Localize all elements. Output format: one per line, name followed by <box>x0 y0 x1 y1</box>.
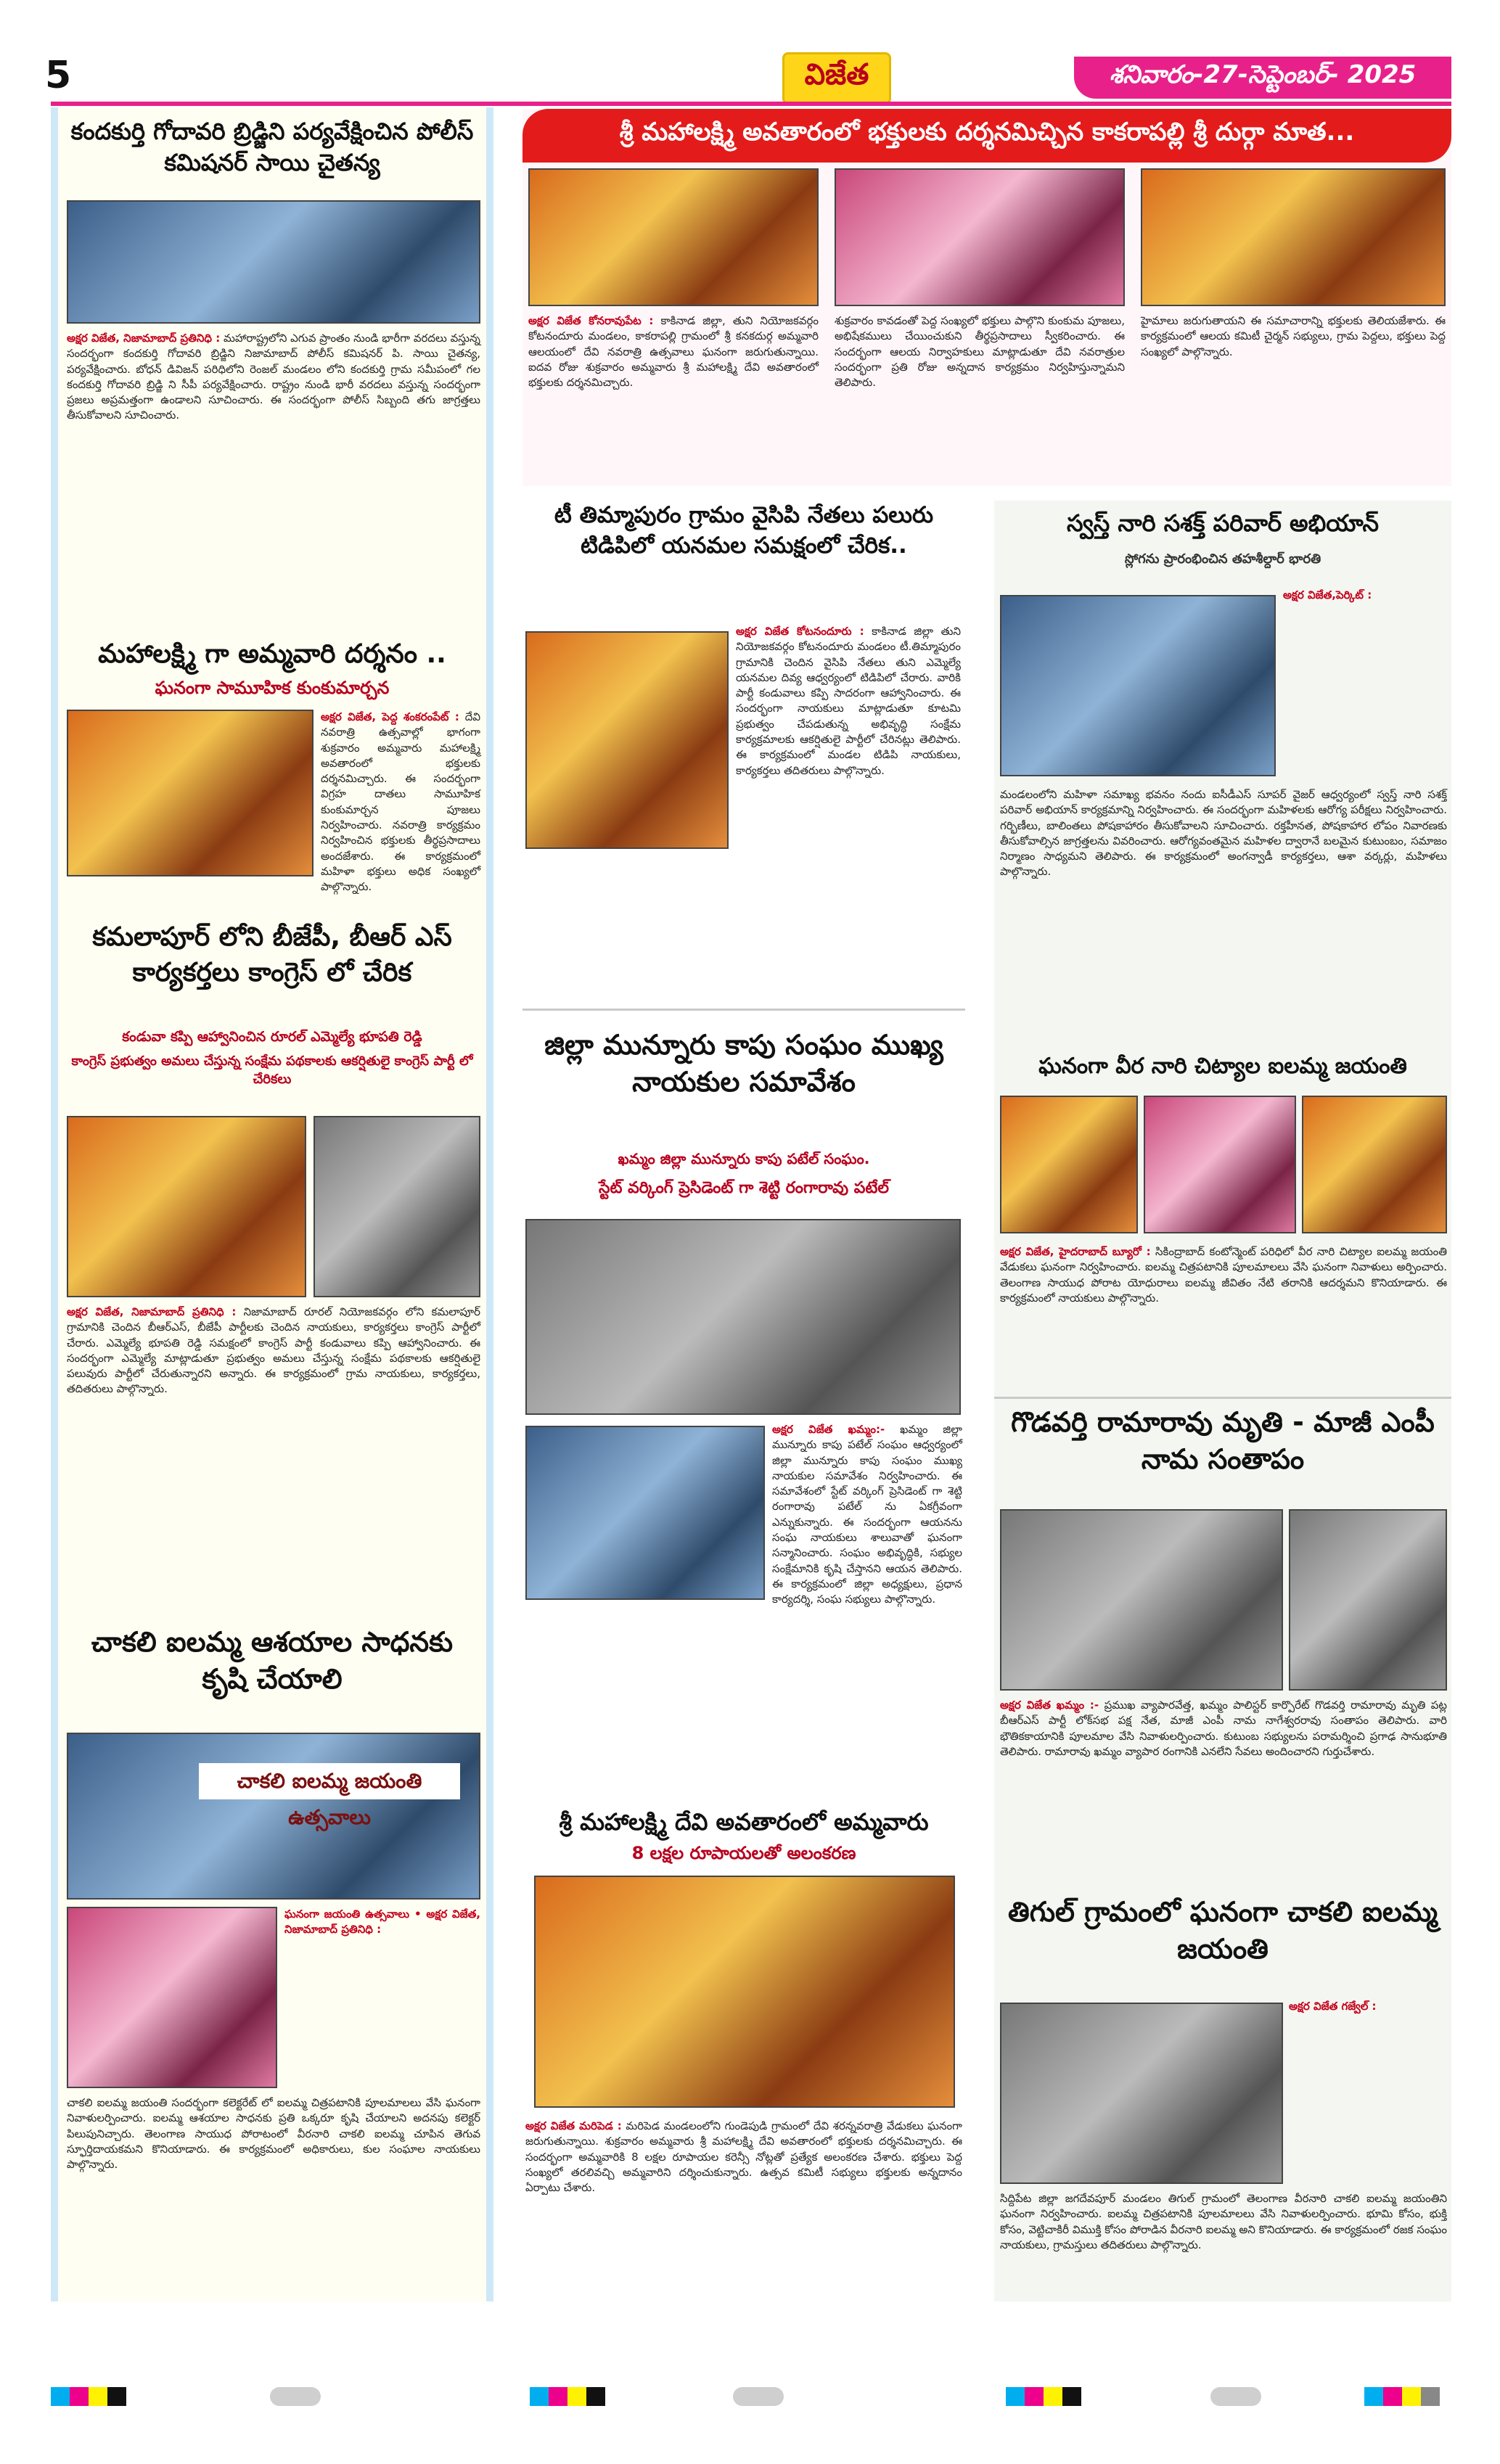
subhead-swasth: స్లోగను ప్రారంభించిన తహశీల్దార్ భారతి <box>1124 551 1321 567</box>
column-left <box>51 107 493 2301</box>
subhead-kumkumarchana: ఘనంగా సామూహిక కుంకుమార్చన <box>155 678 390 698</box>
article-durga-3 <box>1141 313 1446 480</box>
dateline: అక్షర విజేత ఖమ్మం:- <box>772 1423 885 1436</box>
date-banner: శనివారం-27-సెప్టెంబర్- 2025 <box>1074 57 1451 99</box>
dateline: అక్షర విజేత కోటనందూరు : <box>736 625 864 638</box>
photo-chityala-2 <box>1144 1096 1296 1233</box>
article-body: ఖమ్మం జిల్లా మున్నూరు కాపు పటేల్ సంఘం ఆధ్వర్యంలో జిల్లా మున్నూరు కాపు సంఘం ముఖ్య నాయకుల సమావేశం నిర్వహించారు. ఈ సమావేశంలో స్టేట్ వర్కింగ్ ప్రెసిడెంట్ గా శెట్టి రంగారావు పటేల్ ను ఏకగ్రీవంగా ఎన్నుకున్నారు. ఈ సందర్భంగా ఆయనను సంఘ నాయకులు శాలువాతో ఘనంగా సన్మానించారు. సంఘం అభివృద్ధికి, సభ్యుల సంక్షేమానికి కృషి చేస్తానని ఆయన తెలిపారు. ఈ కార్యక్రమంలో జిల్లా అధ్యక్షులు, ప్రధాన కార్యదర్శి, సంఘ సభ్యులు పాల్గొన్నారు. <box>772 1423 962 1606</box>
article-body: ప్రముఖ వ్యాపారవేత్త, ఖమ్మం పాలిస్టర్ కార్పొరేట్ గొడవర్తి రామారావు మృతి పట్ల బీఆర్ఎస్ పార్టీ లోక్‌సభ పక్ష నేత, మాజీ ఎంపీ నామ నాగేశ్వరరావు సంతాపం తెలిపారు. వారి భౌతికకాయానికి పూలమాల వేసి నివాళులర్పించారు. కుటుంబ సభ్యులను పరామర్శించి ప్రగాఢ సానుభూతి తెలిపారు. రామారావు ఖమ్మం వ్యాపార రంగానికి ఎనలేని సేవలు అందించారని గుర్తుచేశారు. <box>1000 1699 1447 1758</box>
photo-kapu-2 <box>525 1426 765 1600</box>
article-body: దేవి నవరాత్రి ఉత్సవాల్లో భాగంగా శుక్రవారం అమ్మవారు మహాలక్ష్మి అవతారంలో భక్తులకు దర్శనమిచ్చారు. ఈ సందర్భంగా విగ్రహ దాతలు సామూహిక కుంకుమార్చన పూజలు నిర్వహించారు. నవరాత్రి కార్యక్రమం నిర్వహించిన భక్తులకు తీర్థప్రసాదాలు అందజేశారు. ఈ కార్యక్రమంలో మహిళా భక్తులు అధిక సంఖ్యలో పాల్గొన్నారు. <box>321 710 480 894</box>
column-middle <box>522 501 965 2301</box>
dateline: అక్షర విజేత, హైదరాబాద్ బ్యూరో : <box>1000 1245 1151 1258</box>
subhead-devi: 8 లక్షల రూపాయలతో అలంకరణ <box>631 1843 856 1863</box>
article-ramarao <box>1000 1698 1447 1879</box>
article-kamalapur <box>67 1305 480 1609</box>
masthead-logo: విజేత <box>782 52 891 104</box>
divider <box>994 1397 1451 1399</box>
article-body: శుక్రవారం కావడంతో పెద్ద సంఖ్యలో భక్తులు పాల్గొని కుంకుమ పూజలు, అభిషేకములు చేయించుకుని తీర్థప్రసాదాలు స్వీకరించారు. ఈ సందర్భంగా ఆలయ నిర్వాహకులు మాట్లాడుతూ దేవి నవరాత్రుల సందర్భంగా ప్రతి రోజు అన్నదాన కార్యక్రమం నిర్వహిస్తున్నామని తెలిపారు. <box>835 314 1125 390</box>
subhead-congress: కాంగ్రెస్ ప్రభుత్వం అమలు చేస్తున్న సంక్షేమ పథకాలకు ఆకర్షితులై కాంగ్రెస్ పార్టీ లో చేరికలు <box>71 1054 473 1087</box>
dateline: ఘనంగా జయంతి ఉత్సవాలు • అక్షర విజేత, నిజామాబాద్ ప్రతినిధి : <box>284 1907 480 1937</box>
color-registration-bar-2 <box>530 2387 605 2406</box>
dateline: అక్షర విజేత కోనరావుపేట : <box>528 314 654 327</box>
article-body: మహారాష్ట్రలోని ఎగువ ప్రాంతం నుండి భారీగా వరదలు వస్తున్న సందర్భంగా కందకుర్తి గోదావరి బ్రిడ్జిని నిజామాబాద్ పోలీస్ కమిషనర్ పి. సాయి చైతన్య, పర్యవేక్షించారు. బోధన్ డివిజన్ పరిధిలోని రెంజల్ మండలం లోని కందకుర్తి గ్రామ సమీపంలో గల కందకుర్తి గోదావరి బ్రిడ్జి ని సీపీ పర్యవేక్షించారు. రాష్ట్రం నుండి భారీ వరదలు వస్తున్న సందర్భంగా ప్రజలు అప్రమత్తంగా ఉండాలని సూచించారు. ఈ సందర్భంగా పోలీస్ సిబ్బంది తగు జాగ్రత్తలు తీసుకోవాలని సూచించారు. <box>67 332 480 422</box>
photo-ramarao-2 <box>1289 1509 1447 1691</box>
article-ailamma-side <box>284 1907 480 2088</box>
photo-durga-2 <box>835 168 1125 306</box>
registration-pill <box>270 2387 321 2406</box>
top-feature-box <box>522 109 1451 486</box>
photo-joining-2 <box>313 1116 480 1297</box>
photo-tigul <box>1000 2003 1283 2184</box>
photo-durga-1 <box>528 168 819 306</box>
article-tigul-side <box>1289 1999 1447 2188</box>
photo-puja <box>67 710 313 876</box>
divider <box>522 1009 965 1011</box>
dateline: అక్షర విజేత ఖమ్మం :- <box>1000 1699 1099 1712</box>
article-swasth <box>1000 787 1447 1048</box>
article-timmapuram <box>736 624 961 1001</box>
article-durga-1 <box>528 313 819 480</box>
registration-pill <box>733 2387 784 2406</box>
dateline: అక్షర విజేత మరిపెడ : <box>525 2119 622 2132</box>
dateline: అక్షర విజేత గజ్వేల్ : <box>1289 2000 1377 2013</box>
dateline: అక్షర విజేత, నిజామాబాద్ ప్రతినిధి : <box>67 332 221 345</box>
article-body: సికింద్రాబాద్ కంటోన్మెంట్ పరిధిలో వీర నారి చిట్యాల ఐలమ్మ జయంతి వేడుకలు ఘనంగా నిర్వహించారు. ఐలమ్మ చిత్రపటానికి పూలమాలలు వేసి ఘనంగా నివాళులు అర్పించారు. తెలంగాణ సాయుధ పోరాట యోధురాలు ఐలమ్మ జీవితం నేటి తరానికి ఆదర్శమని కొనియాడారు. ఈ కార్యక్రమంలో నాయకులు పాల్గొన్నారు. <box>1000 1245 1448 1305</box>
article-chityala <box>1000 1244 1447 1389</box>
photo-ailamma-tribute <box>67 1907 277 2088</box>
headline-durga: శ్రీ మహాలక్ష్మి అవతారంలో భక్తులకు దర్శనమిచ్చిన కాకరాపల్లి శ్రీ దుర్గా మాత... <box>619 118 1355 147</box>
subhead-kanduva: కండువా కప్పి ఆహ్వానించిన రూరల్ ఎమ్మెల్యే భూపతి రెడ్డి <box>122 1029 422 1045</box>
banner-text: చాకలి ఐలమ్మ జయంతి ఉత్సవాలు <box>199 1763 460 1799</box>
article-body: నిజామాబాద్ రూరల్ నియోజకవర్గం లోని కమలాపూర్ గ్రామానికి చెందిన బీఆర్ఎస్, బీజేపీ పార్టీలకు చెందిన నాయకులు, కార్యకర్తలు కాంగ్రెస్ పార్టీలో చేరారు. ఎమ్మెల్యే భూపతి రెడ్డి సమక్షంలో కాంగ్రెస్ పార్టీ కండువాలు కప్పి ఆహ్వానించారు. ఈ సందర్భంగా ఎమ్మెల్యే మాట్లాడుతూ ప్రభుత్వం అమలు చేస్తున్న సంక్షేమ పథకాలకు ఆకర్షితులై పలువురు పార్టీలో చేరుతున్నారని అన్నారు. ఈ కార్యక్రమంలో గ్రామ నాయకులు, కార్యకర్తలు, తదితరులు పాల్గొన్నారు. <box>67 1305 480 1396</box>
article-durga-2 <box>835 313 1125 480</box>
photo-joining-1 <box>67 1116 306 1297</box>
header-rule <box>51 102 1451 106</box>
photo-chityala-1 <box>1000 1096 1138 1233</box>
article-body: హైమాలు జరుగుతాయని ఈ సమాచారాన్ని భక్తులకు తెలియజేశారు. ఈ కార్యక్రమంలో ఆలయ కమిటీ చైర్మన్ సభ్యులు, గ్రామ పెద్దలు, భక్తులు పెద్ద సంఖ్యలో పాల్గొన్నారు. <box>1141 314 1446 358</box>
headline-bridge: కందకుర్తి గోదావరి బ్రిడ్జిని పర్యవేక్షించిన పోలీస్ కమిషనర్ సాయి చైతన్య <box>70 118 474 177</box>
subhead-kapu-2: స్టేట్ వర్కింగ్ ప్రెసిడెంట్ గా శెట్టి రంగారావు పటేల్ <box>599 1179 889 1197</box>
headline-ailamma: చాకలి ఐలమ్మ ఆశయాల సాధనకు కృషి చేయాలి <box>91 1626 454 1696</box>
headline-timmapuram: టీ తిమ్మాపురం గ్రామం వైసిపి నేతలు పలురు టిడిపిలో యనమల సమక్షంలో చేరిక.. <box>554 502 934 559</box>
article-body: సిద్దిపేట జిల్లా జగదేవపూర్ మండలం తిగుల్ గ్రామంలో తెలంగాణ వీరనారి చాకలి ఐలమ్మ జయంతిని ఘనంగా నిర్వహించారు. ఐలమ్మ చిత్రపటానికి పూలమాలలు వేసి నివాళులర్పించారు. భూమి కోసం, భుక్తి కోసం, వెట్టిచాకిరీ విముక్తి కోసం పోరాడిన వీరనారి ఐలమ్మ అని కొనియాడారు. ఈ కార్యక్రమంలో రజక సంఘం నాయకులు, గ్రామస్తులు తదితరులు పాల్గొన్నారు. <box>1000 2192 1447 2251</box>
subhead-kapu-1: ఖమ్మం జిల్లా మున్నూరు కాపు పటేల్ సంఘం. <box>618 1150 870 1167</box>
photo-bridge <box>67 200 480 324</box>
headline-kamalapur: కమలాపూర్ లోని బీజేపీ, బీఆర్ ఎస్ కార్యకర్తలు కాంగ్రెస్ లో చేరిక <box>92 922 452 987</box>
photo-ailamma-banner <box>67 1733 480 1900</box>
headline-ramarao: గొడవర్తి రామారావు మృతి - మాజీ ఎంపీ నామ సంతాపం <box>1011 1406 1435 1476</box>
photo-swasth <box>1000 595 1276 776</box>
article-mahalakshmi <box>321 710 480 894</box>
headline-chityala: ఘనంగా వీర నారి చిట్యాల ఐలమ్మ జయంతి <box>1038 1054 1407 1079</box>
article-body: కాకినాడ జిల్లా తుని నియోజకవర్గం కోటనందూరు మండలం టీ.తిమ్మాపురం గ్రామానికి చెందిన వైసిపి నేతలు తుని ఎమ్మెల్యే యనమల దివ్య ఆధ్వర్యంలో టిడిపిలో చేరారు. వారికి పార్టీ కండువాలు కప్పి సాదరంగా ఆహ్వానించారు. ఈ సందర్భంగా నాయకులు మాట్లాడుతూ కూటమి ప్రభుత్వం చేపడుతున్న అభివృద్ధి సంక్షేమ కార్యక్రమాలకు ఆకర్షితులై పార్టీలో చేరినట్లు తెలిపారు. ఈ కార్యక్రమంలో మండల టిడిపి నాయకులు, కార్యకర్తలు తదితరులు పాల్గొన్నారు. <box>736 625 961 777</box>
color-registration-bar-3 <box>1006 2387 1081 2406</box>
headline-kapu: జిల్లా మున్నూరు కాపు సంఘం ముఖ్య నాయకుల సమావేశం <box>544 1029 943 1098</box>
photo-ramarao-1 <box>1000 1509 1283 1691</box>
headline-mahalakshmi: మహాలక్ష్మి గా అమ్మవారి దర్శనం .. <box>98 639 446 669</box>
article-bridge <box>67 331 480 621</box>
registration-pill <box>1210 2387 1261 2406</box>
article-tigul <box>1000 2191 1447 2300</box>
dateline: అక్షర విజేత,పెర్కిట్ : <box>1283 588 1372 601</box>
color-registration-bar-1 <box>51 2387 126 2406</box>
article-kapu <box>772 1422 962 1799</box>
dateline: అక్షర విజేత, నిజామాబాద్ ప్రతినిధి : <box>67 1305 237 1318</box>
article-swasth-side <box>1283 588 1447 784</box>
headline-devi: శ్రీ మహాలక్ష్మి దేవి అవతారంలో అమ్మవారు <box>559 1808 929 1836</box>
article-body: మరిపెడ మండలంలోని గుండెపుడి గ్రామంలో దేవి శరన్నవరాత్రి వేడుకలు ఘనంగా జరుగుతున్నాయి. శుక్రవారం అమ్మవారు శ్రీ మహాలక్ష్మి దేవి అవతారంలో భక్తులకు దర్శనమిచ్చారు. ఈ సందర్భంగా అమ్మవారికి 8 లక్షల రూపాయల కరెన్సీ నోట్లతో ప్రత్యేక అలంకరణ చేశారు. భక్తులు పెద్ద సంఖ్యలో తరలివచ్చి అమ్మవారిని దర్శించుకున్నారు. ఉత్సవ కమిటీ సభ్యులు భక్తులకు అన్నదానం ఏర్పాటు చేశారు. <box>525 2119 962 2195</box>
article-body: కాకినాడ జిల్లా, తుని నియోజకవర్గం కోటనందూరు మండలం, కాకరాపల్లి గ్రామంలో శ్రీ కనకదుర్గ అమ్మవారి ఆలయంలో దేవి నవరాత్రి ఉత్సవాలు ఘనంగా జరుగుతున్నాయి. ఐదవ రోజు శుక్రవారం అమ్మవారు శ్రీ మహాలక్ష్మి దేవి అవతారంలో భక్తులకు దర్శనమిచ్చారు. <box>528 314 819 390</box>
page-number: 5 <box>45 54 72 97</box>
photo-devi <box>534 1876 955 2108</box>
dateline: అక్షర విజేత, పెద్ద శంకరంపేట్ : <box>321 710 459 723</box>
photo-kapu-1 <box>525 1219 961 1415</box>
article-ailamma <box>67 2095 480 2284</box>
color-registration-bar-4 <box>1364 2387 1440 2406</box>
column-right <box>994 501 1451 2301</box>
photo-chityala-3 <box>1302 1096 1447 1233</box>
article-devi <box>525 2119 962 2300</box>
headline-swasth: స్వస్త్ నారి సశక్త్ పరివార్ అభియాన్ <box>1066 509 1380 537</box>
article-body: మండలంలోని మహిళా సమాఖ్య భవనం నందు ఐసీడీఎస్ సూపర్ వైజర్ ఆధ్వర్యంలో స్వస్త్ నారి సశక్త్ పరివార్ అభియాన్ కార్యక్రమాన్ని నిర్వహించారు. ఈ సందర్భంగా మహిళలకు ఆరోగ్య పరీక్షలు నిర్వహించారు. గర్భిణీలు, బాలింతలు పోషకాహారం తీసుకోవాలని సూచించారు. రక్తహీనత, పోషకాహార లోపం నివారణకు తీసుకోవాల్సిన జాగ్రత్తలను వివరించారు. ఆరోగ్యవంతమైన మహిళల ద్వారానే బలమైన కుటుంబం, సమాజం నిర్మాణం సాధ్యమని తెలిపారు. ఈ కార్యక్రమంలో అంగన్వాడీ కార్యకర్తలు, ఆశా వర్కర్లు, మహిళలు పాల్గొన్నారు. <box>1000 788 1447 879</box>
photo-timmapuram <box>525 631 729 849</box>
photo-durga-3 <box>1141 168 1446 306</box>
headline-tigul: తిగుల్ గ్రామంలో ఘనంగా చాకలి ఐలమ్మ జయంతి <box>1008 1896 1438 1966</box>
article-body: చాకలి ఐలమ్మ జయంతి సందర్భంగా కలెక్టరేట్ లో ఐలమ్మ చిత్రపటానికి పూలమాలలు వేసి ఘనంగా నివాళులర్పించారు. ఐలమ్మ ఆశయాల సాధనకు ప్రతి ఒక్కరూ కృషి చేయాలని అదనపు కలెక్టర్ పిలుపునిచ్చారు. తెలంగాణ సాయుధ పోరాటంలో వీరనారి చాకలి ఐలమ్మ చూపిన తెగువ స్ఫూర్తిదాయకమని కొనియాడారు. ఈ కార్యక్రమంలో అధికారులు, కుల సంఘాల నాయకులు పాల్గొన్నారు. <box>67 2096 480 2172</box>
